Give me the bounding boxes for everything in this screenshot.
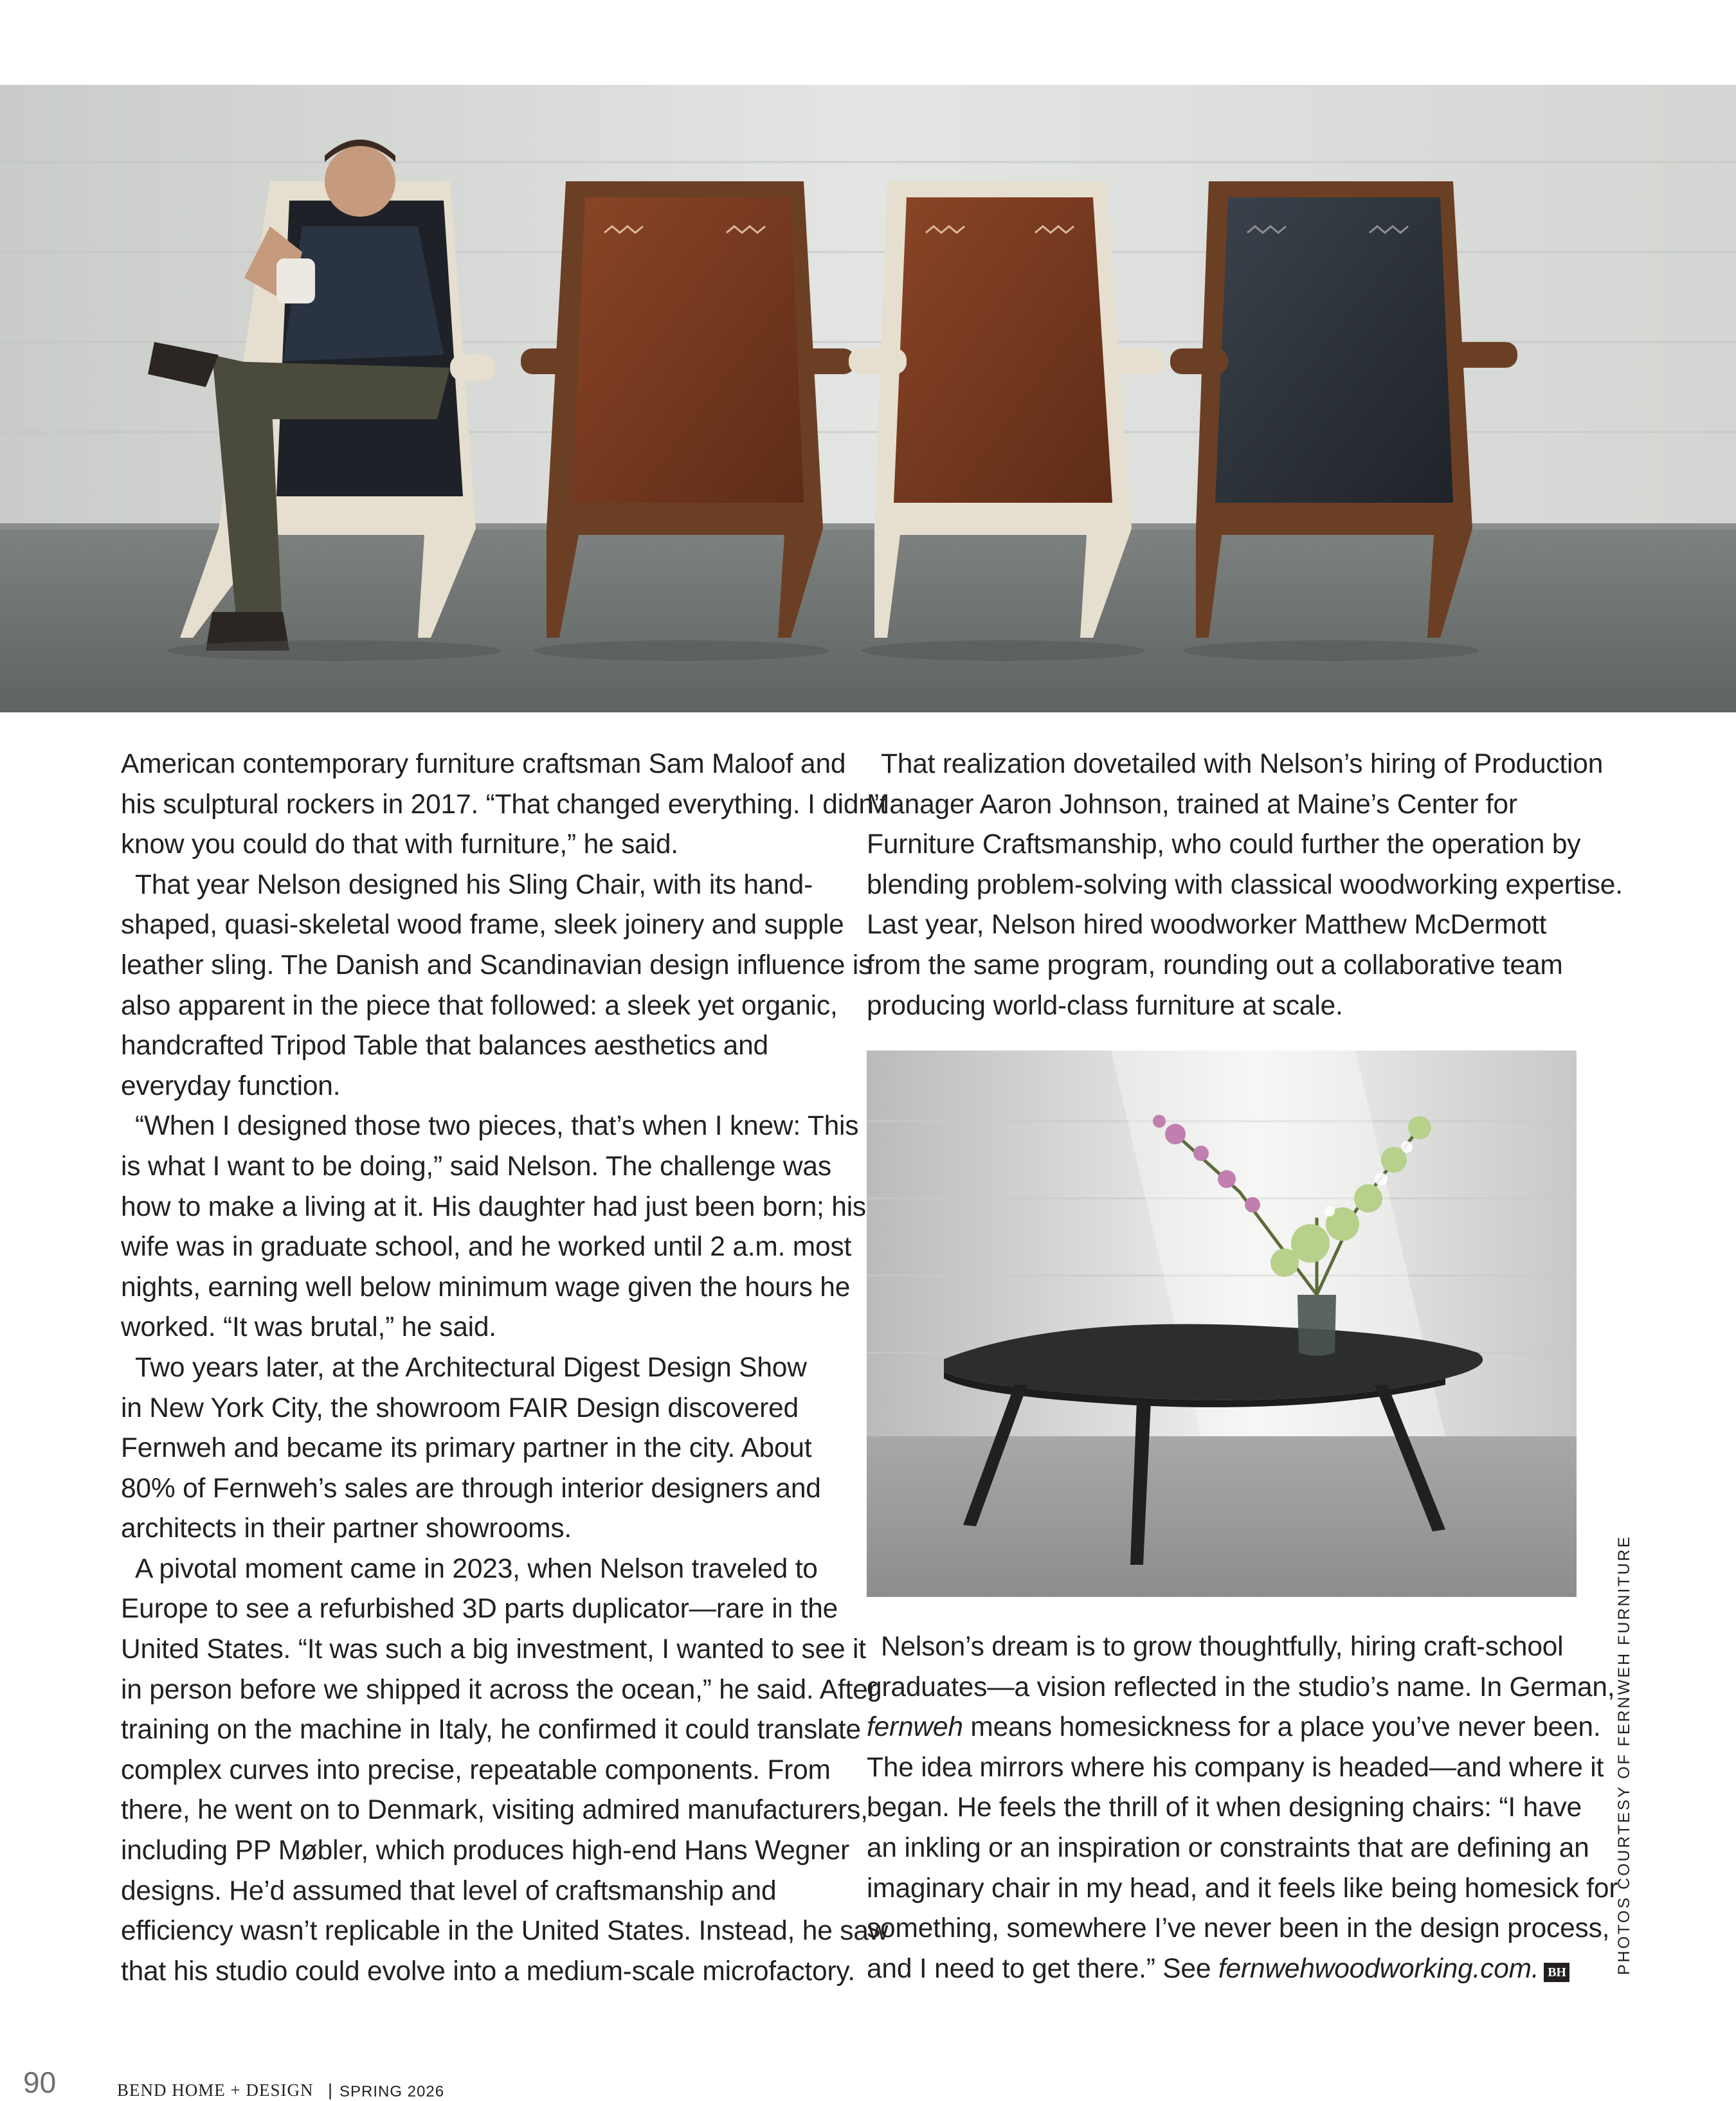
text-line [867, 1708, 1601, 1748]
italic-term: fernweh [867, 1712, 963, 1743]
tripod-table-photo [867, 1050, 1577, 1597]
text-line: graduates—a vision reflected in the studio’s name. In German, [867, 1672, 1615, 1702]
text-line: Two years later, at the Architectural Digest Design Show [135, 1352, 807, 1383]
issue-label: SPRING 2026 [339, 2083, 445, 2100]
text-line: shaped, quasi-skeletal wood frame, sleek joinery and supple [121, 910, 844, 941]
text-line: wife was in graduate school, and he worked until 2 a.m. most [121, 1232, 852, 1263]
text-line: Europe to see a refurbished 3D parts duplicator—rare in the [121, 1594, 838, 1625]
text-line: That realization dovetailed with Nelson’s hiring of Production [881, 749, 1604, 779]
text-line: “When I designed those two pieces, that’s when I knew: This [135, 1111, 859, 1142]
text-line: blending problem-solving with classical woodworking expertise. [867, 869, 1623, 900]
text-line: architects in their partner showrooms. [121, 1513, 572, 1544]
text-span: and I need to get there.” See [867, 1953, 1218, 1984]
article-right-column-top [867, 744, 1623, 1026]
photo-credit: PHOTOS COURTESY OF FERNWEH FURNITURE [1615, 1535, 1633, 1975]
text-line: an inkling or an inspiration or constraints that are defining an [867, 1832, 1589, 1863]
page-number: 90 [23, 2066, 57, 2099]
text-line: began. He feels the thrill of it when designing chairs: “I have [867, 1792, 1582, 1823]
text-line: United States. “It was such a big investment, I wanted to see it [121, 1634, 866, 1665]
text-line: training on the machine in Italy, he confirmed it could translate [121, 1715, 861, 1745]
text-line: efficiency wasn’t replicable in the United States. Instead, he saw [121, 1916, 889, 1947]
text-line: from the same program, rounding out a collaborative team [867, 950, 1563, 980]
text-line: designs. He’d assumed that level of craftsmanship and [121, 1875, 777, 1906]
text-line: worked. “It was brutal,” he said. [121, 1312, 496, 1343]
text-line: nights, earning well below minimum wage given the hours he [121, 1272, 851, 1303]
text-line: American contemporary furniture craftsman Sam Maloof and [121, 749, 846, 779]
text-line: including PP Møbler, which produces high-end Hans Wegner [121, 1835, 850, 1866]
text-line: in New York City, the showroom FAIR Design discovered [121, 1393, 799, 1423]
text-line: that his studio could evolve into a medium-scale microfactory. [121, 1956, 855, 1987]
text-line: Nelson’s dream is to grow thoughtfully, hiring craft-school [881, 1632, 1564, 1662]
text-line: handcrafted Tripod Table that balances aesthetics and [121, 1031, 768, 1061]
article-left-column [121, 744, 889, 1992]
text-line: Last year, Nelson hired woodworker Matthew McDermott [867, 910, 1547, 941]
text-line: know you could do that with furniture,” he said. [121, 829, 678, 860]
text-line: Manager Aaron Johnson, trained at Maine’s Center for [867, 789, 1517, 820]
text-line: 80% of Fernweh’s sales are through interior designers and [121, 1473, 821, 1504]
text-line: also apparent in the piece that followed: a sleek yet organic, [121, 990, 838, 1021]
text-line: That year Nelson designed his Sling Chair, with its hand- [135, 869, 813, 900]
text-line: his sculptural rockers in 2017. “That changed everything. I didn’t [121, 789, 887, 820]
text-line: imaginary chair in my head, and it feels like being homesick for [867, 1873, 1618, 1904]
text-line: in person before we shipped it across the ocean,” he said. After [121, 1674, 877, 1705]
text-line: is what I want to be doing,” said Nelson. The challenge was [121, 1151, 831, 1182]
article-right-column-bottom [867, 1627, 1618, 1989]
text-line [867, 1949, 1587, 1990]
text-line: A pivotal moment came in 2023, when Nelson traveled to [135, 1553, 818, 1584]
magazine-name: BEND HOME + DESIGN [117, 2080, 314, 2100]
text-line: something, somewhere I’ve never been in the design process, [867, 1913, 1610, 1944]
hero-photo-chairs [0, 85, 1736, 712]
text-line: Fernweh and became its primary partner in the city. About [121, 1433, 812, 1464]
text-span: means homesickness for a place you’ve never been. [963, 1712, 1601, 1743]
text-line: how to make a living at it. His daughter had just been born; his [121, 1191, 866, 1222]
text-line: leather sling. The Danish and Scandinavian design influence is [121, 950, 873, 980]
website-link[interactable]: fernwehwoodworking.com. [1218, 1953, 1539, 1984]
text-line: there, he went on to Denmark, visiting admired manufacturers, [121, 1795, 868, 1826]
text-line: complex curves into precise, repeatable components. From [121, 1754, 831, 1785]
text-line: everyday function. [121, 1070, 341, 1101]
text-line: producing world-class furniture at scale. [867, 990, 1343, 1021]
text-line: Furniture Craftsmanship, who could further the operation by [867, 829, 1581, 860]
end-mark-icon: BH [1544, 1963, 1569, 1982]
text-line: The idea mirrors where his company is headed—and where it [867, 1752, 1604, 1783]
folio-separator: | [328, 2080, 333, 2100]
